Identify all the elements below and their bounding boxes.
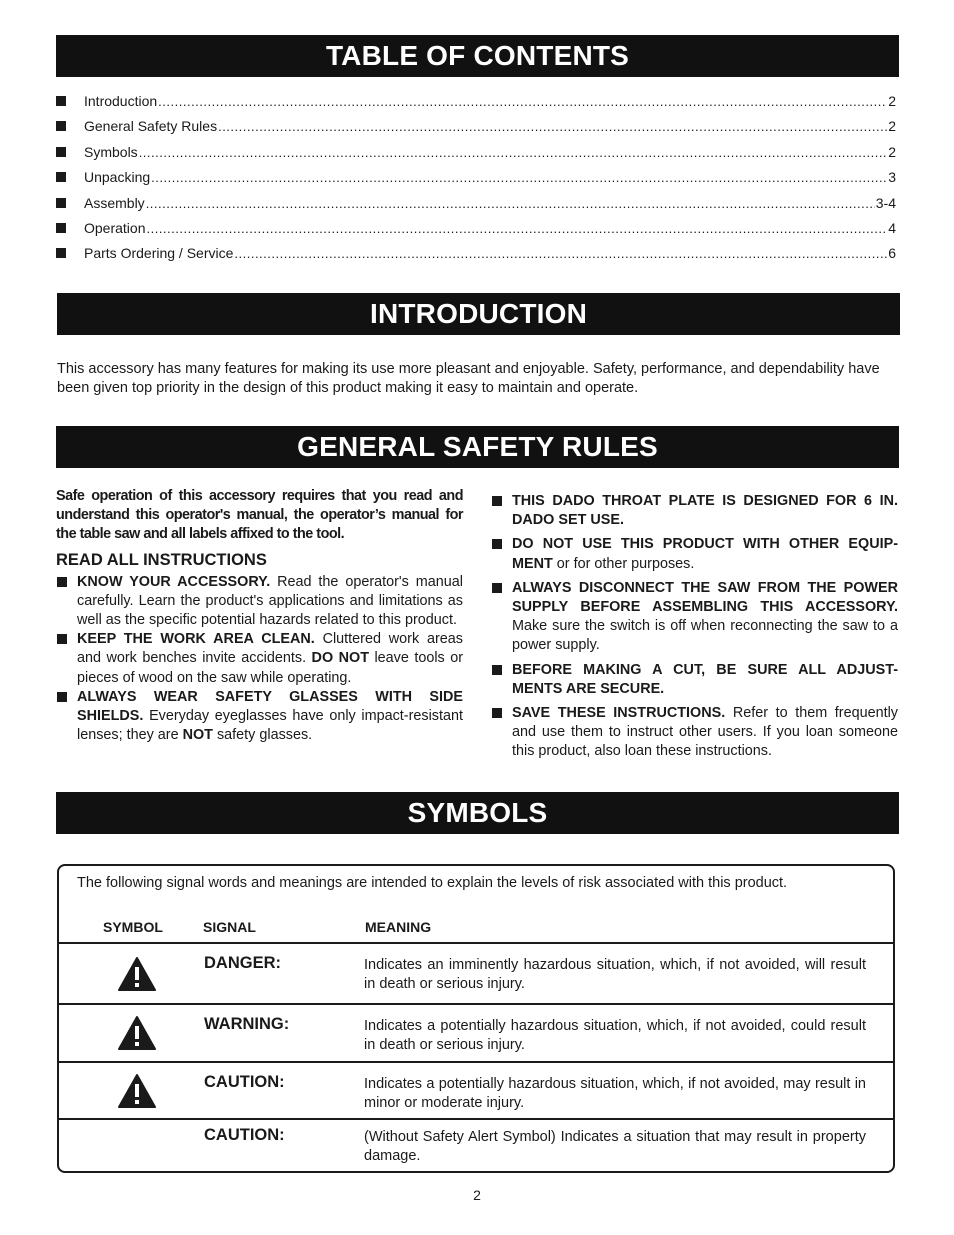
warning-triangle-icon — [117, 1015, 157, 1051]
toc-item-page: 6 — [888, 245, 896, 262]
bullet-square-icon — [492, 665, 502, 675]
signal-column-header: SIGNAL — [203, 919, 256, 935]
bullet-square-icon — [56, 172, 66, 182]
safety-rule — [56, 688, 463, 746]
toc-item-page: 2 — [888, 118, 896, 135]
toc-list — [56, 93, 896, 271]
rule-bold: ALWAYS WEAR SAFETY GLASSES WITH SIDE SHIELDS. — [77, 688, 463, 725]
toc-item-label: Parts Ordering / Service — [84, 245, 234, 262]
rule-text: Refer to them frequently and use them to instruct other users. If you loan someone this product, also loan these instructions. — [512, 705, 899, 760]
safety-rule — [56, 573, 463, 631]
rule-text: Make sure the switch is off when reconnecting the saw to a power supply. — [512, 618, 898, 654]
toc-leader-dots — [146, 221, 887, 236]
toc-item-page: 2 — [888, 93, 896, 109]
safety-left-column — [56, 487, 463, 745]
bullet-square-icon — [56, 223, 66, 233]
bullet-square-icon — [492, 708, 502, 718]
toc-leader-dots — [158, 94, 887, 109]
bullet-square-icon — [56, 147, 66, 157]
rule-bold: KEEP THE WORK AREA CLEAN. — [77, 631, 315, 648]
toc-item[interactable] — [56, 195, 896, 220]
symbols-table — [57, 864, 895, 1173]
bullet-square-icon — [57, 634, 67, 644]
toc-heading: TABLE OF CONTENTS — [56, 35, 899, 77]
bullet-square-icon — [56, 121, 66, 131]
toc-leader-dots — [218, 119, 887, 134]
symbol-row-danger — [59, 942, 893, 1002]
safety-rule — [56, 630, 463, 688]
toc-item-page: 2 — [888, 143, 896, 160]
toc-item-label: Operation — [84, 219, 146, 236]
rule-text: Everyday eyeglasses have only impact-resistant lenses; they are — [77, 708, 463, 744]
toc-item[interactable] — [56, 220, 896, 245]
rule-text: leave tools or pieces of wood on the saw while operating. — [77, 650, 463, 686]
toc-item-label: Assembly — [84, 194, 145, 211]
rule-bold: BEFORE MAKING A CUT, BE SURE ALL ADJUST-MENTS ARE SECURE. — [512, 661, 898, 697]
toc-item-label: Introduction — [84, 93, 158, 109]
rule-bold: KNOW YOUR ACCESSORY. — [77, 573, 271, 590]
rule-bold: THIS DADO THROAT PLATE IS DESIGNED FOR 6 IN. DADO SET USE. — [512, 493, 898, 529]
rule-bold: DO NOT USE THIS PRODUCT WITH OTHER EQUIP-MENT — [512, 536, 898, 572]
toc-item[interactable] — [56, 169, 896, 194]
safety-rules-list-right — [491, 492, 898, 762]
symbols-heading: SYMBOLS — [56, 792, 899, 834]
meaning-column-header: MEANING — [365, 919, 432, 935]
safety-rules-heading: GENERAL SAFETY RULES — [56, 426, 899, 468]
bullet-square-icon — [56, 248, 66, 258]
toc-item[interactable] — [56, 245, 896, 270]
symbol-row-caution-no-symbol — [59, 1118, 893, 1173]
toc-item-label: General Safety Rules — [84, 118, 218, 135]
toc-item-page: 4 — [888, 219, 896, 236]
rule-bold: ALWAYS DISCONNECT THE SAW FROM THE POWER SUPPLY BEFORE ASSEMBLING THIS ACCESSORY. — [512, 579, 898, 616]
safety-rule — [491, 704, 898, 762]
toc-leader-dots — [146, 196, 875, 211]
signal-meaning: Indicates an imminently hazardous situation, which, if not avoided, will result in death or serious injury. — [364, 957, 866, 992]
signal-meaning: (Without Safety Alert Symbol) Indicates a situation that may result in property damage. — [364, 1129, 866, 1164]
signal-word: CAUTION: — [204, 1073, 285, 1091]
toc-leader-dots — [234, 246, 887, 261]
signal-meaning: Indicates a potentially hazardous situation, which, if not avoided, could result in death or serious injury. — [364, 1018, 866, 1053]
toc-leader-dots — [151, 170, 887, 185]
page-number: 2 — [473, 1187, 481, 1203]
bullet-square-icon — [57, 692, 67, 702]
introduction-heading: INTRODUCTION — [57, 293, 900, 335]
safety-lead-paragraph: Safe operation of this accessory requires that you read and understand this operator's manual, the operator’s manual for the table saw and all labels affixed to the tool. — [56, 488, 463, 543]
introduction-body: This accessory has many features for making its use more pleasant and enjoyable. Safety, performance, and dependability have been given top priority in the design of this product making it easy to maintain and operate. — [57, 361, 880, 396]
rule-text: Cluttered work areas and work benches invite accidents. — [77, 631, 463, 667]
toc-item[interactable] — [56, 144, 896, 169]
rule-bold: SAVE THESE INSTRUCTIONS. — [512, 705, 726, 722]
safety-rule — [491, 579, 898, 656]
rule-bold: NOT — [182, 727, 213, 744]
rule-text: or for other purposes. — [552, 555, 695, 572]
toc-leader-dots — [139, 145, 888, 160]
toc-item-label: Symbols — [84, 143, 138, 160]
symbol-row-warning — [59, 1003, 893, 1061]
toc-item-page: 3-4 — [875, 194, 896, 211]
safety-rule — [491, 492, 898, 530]
safety-rule — [491, 535, 898, 573]
bullet-square-icon — [56, 198, 66, 208]
symbol-column-header: SYMBOL — [103, 919, 163, 935]
rule-text: Read the operator's manual carefully. Learn the product's applications and limitations as well as the specific potential hazards related to this product. — [77, 573, 463, 629]
signal-word: WARNING: — [204, 1015, 290, 1033]
bullet-square-icon — [57, 577, 67, 587]
bullet-square-icon — [492, 539, 502, 549]
safety-rules-list-left — [56, 573, 463, 746]
read-all-instructions-heading: READ ALL INSTRUCTIONS — [56, 550, 267, 569]
toc-item-label: Unpacking — [84, 169, 151, 186]
safety-right-column — [491, 492, 898, 767]
signal-word: CAUTION: — [204, 1126, 285, 1144]
bullet-square-icon — [492, 583, 502, 593]
warning-triangle-icon — [117, 1073, 157, 1109]
toc-item[interactable] — [56, 118, 896, 143]
warning-triangle-icon — [117, 956, 157, 992]
bullet-square-icon — [56, 96, 66, 106]
rule-bold: DO NOT — [311, 650, 369, 667]
symbols-intro: The following signal words and meanings are intended to explain the levels of risk associated with this product. — [77, 875, 788, 891]
toc-item[interactable] — [56, 93, 896, 118]
signal-word: DANGER: — [204, 954, 281, 972]
signal-meaning: Indicates a potentially hazardous situation, which, if not avoided, may result in minor or moderate injury. — [364, 1076, 866, 1111]
bullet-square-icon — [492, 496, 502, 506]
toc-item-page: 3 — [888, 169, 896, 186]
rule-text: safety glasses. — [212, 727, 313, 744]
symbol-row-caution — [59, 1061, 893, 1118]
safety-rule — [491, 661, 898, 699]
